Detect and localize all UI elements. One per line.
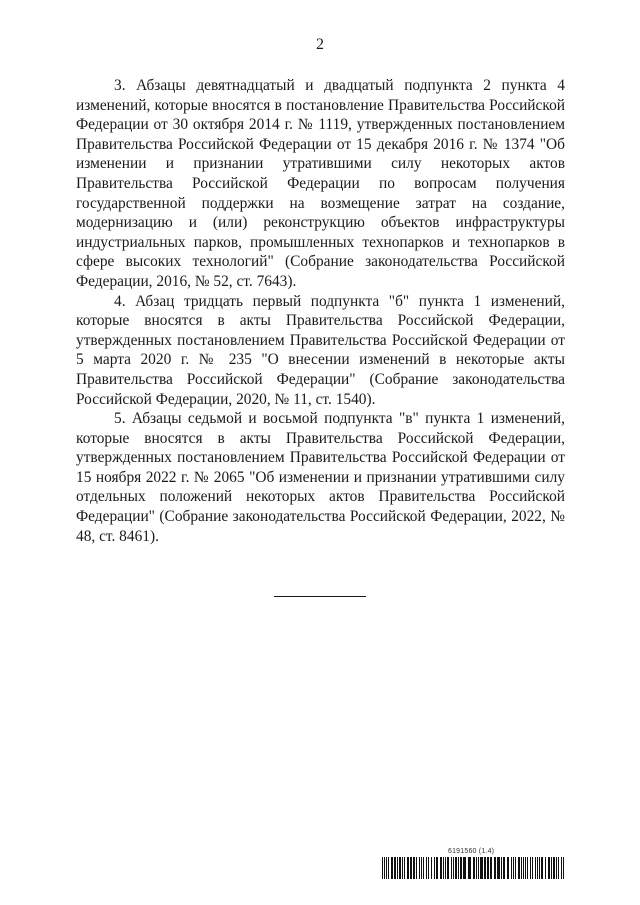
paragraph-5: 5. Абзацы седьмой и восьмой подпункта "в" пункта 1 изменений, которые вносятся в акты Правительства Российской Федерации, утвержденных постановлением Правительства Российской Федерации от 15 ноября 2022 г. № 2065 "Об изменении и признании утратившими силу отдельных положений некоторых актов Правительства Российской Федерации" (Собрание законодательства Российской Федерации, 2022, № 48, ст. 8461). — [76, 410, 565, 545]
closing-separator-line — [274, 596, 366, 597]
page-number: 2 — [316, 36, 324, 53]
paragraph-4: 4. Абзац тридцать первый подпункта "б" пункта 1 изменений, которые вносятся в акты Правительства Российской Федерации, утвержденных постановлением Правительства Российской Федерации от 5 марта 2020 г. № 235 "О внесении изменений в некоторые акты Правительства Российской Федерации" (Собрание законодательства Российской Федерации, 2020, № 11, ст. 1540). — [76, 292, 565, 408]
document-body — [76, 76, 565, 546]
document-code: 6191560 (1.4) — [448, 848, 495, 855]
barcode-icon — [382, 857, 564, 879]
paragraph-3: 3. Абзацы девятнадцатый и двадцатый подпункта 2 пункта 4 изменений, которые вносятся в постановление Правительства Российской Федерации от 30 октября 2014 г. № 1119, утвержденных постановлением Правительства Российской Федерации от 15 декабря 2016 г. № 1374 "Об изменении и признании утратившими силу некоторых актов Правительства Российской Федерации по вопросам получения государственной поддержки на возмещение затрат на создание, модернизацию и (или) реконструкцию объектов инфраструктуры индустриальных парков, промышленных технопарков и технопарков в сфере высоких технологий" (Собрание законодательства Российской Федерации, 2016, № 52, ст. 7643). — [76, 77, 565, 290]
